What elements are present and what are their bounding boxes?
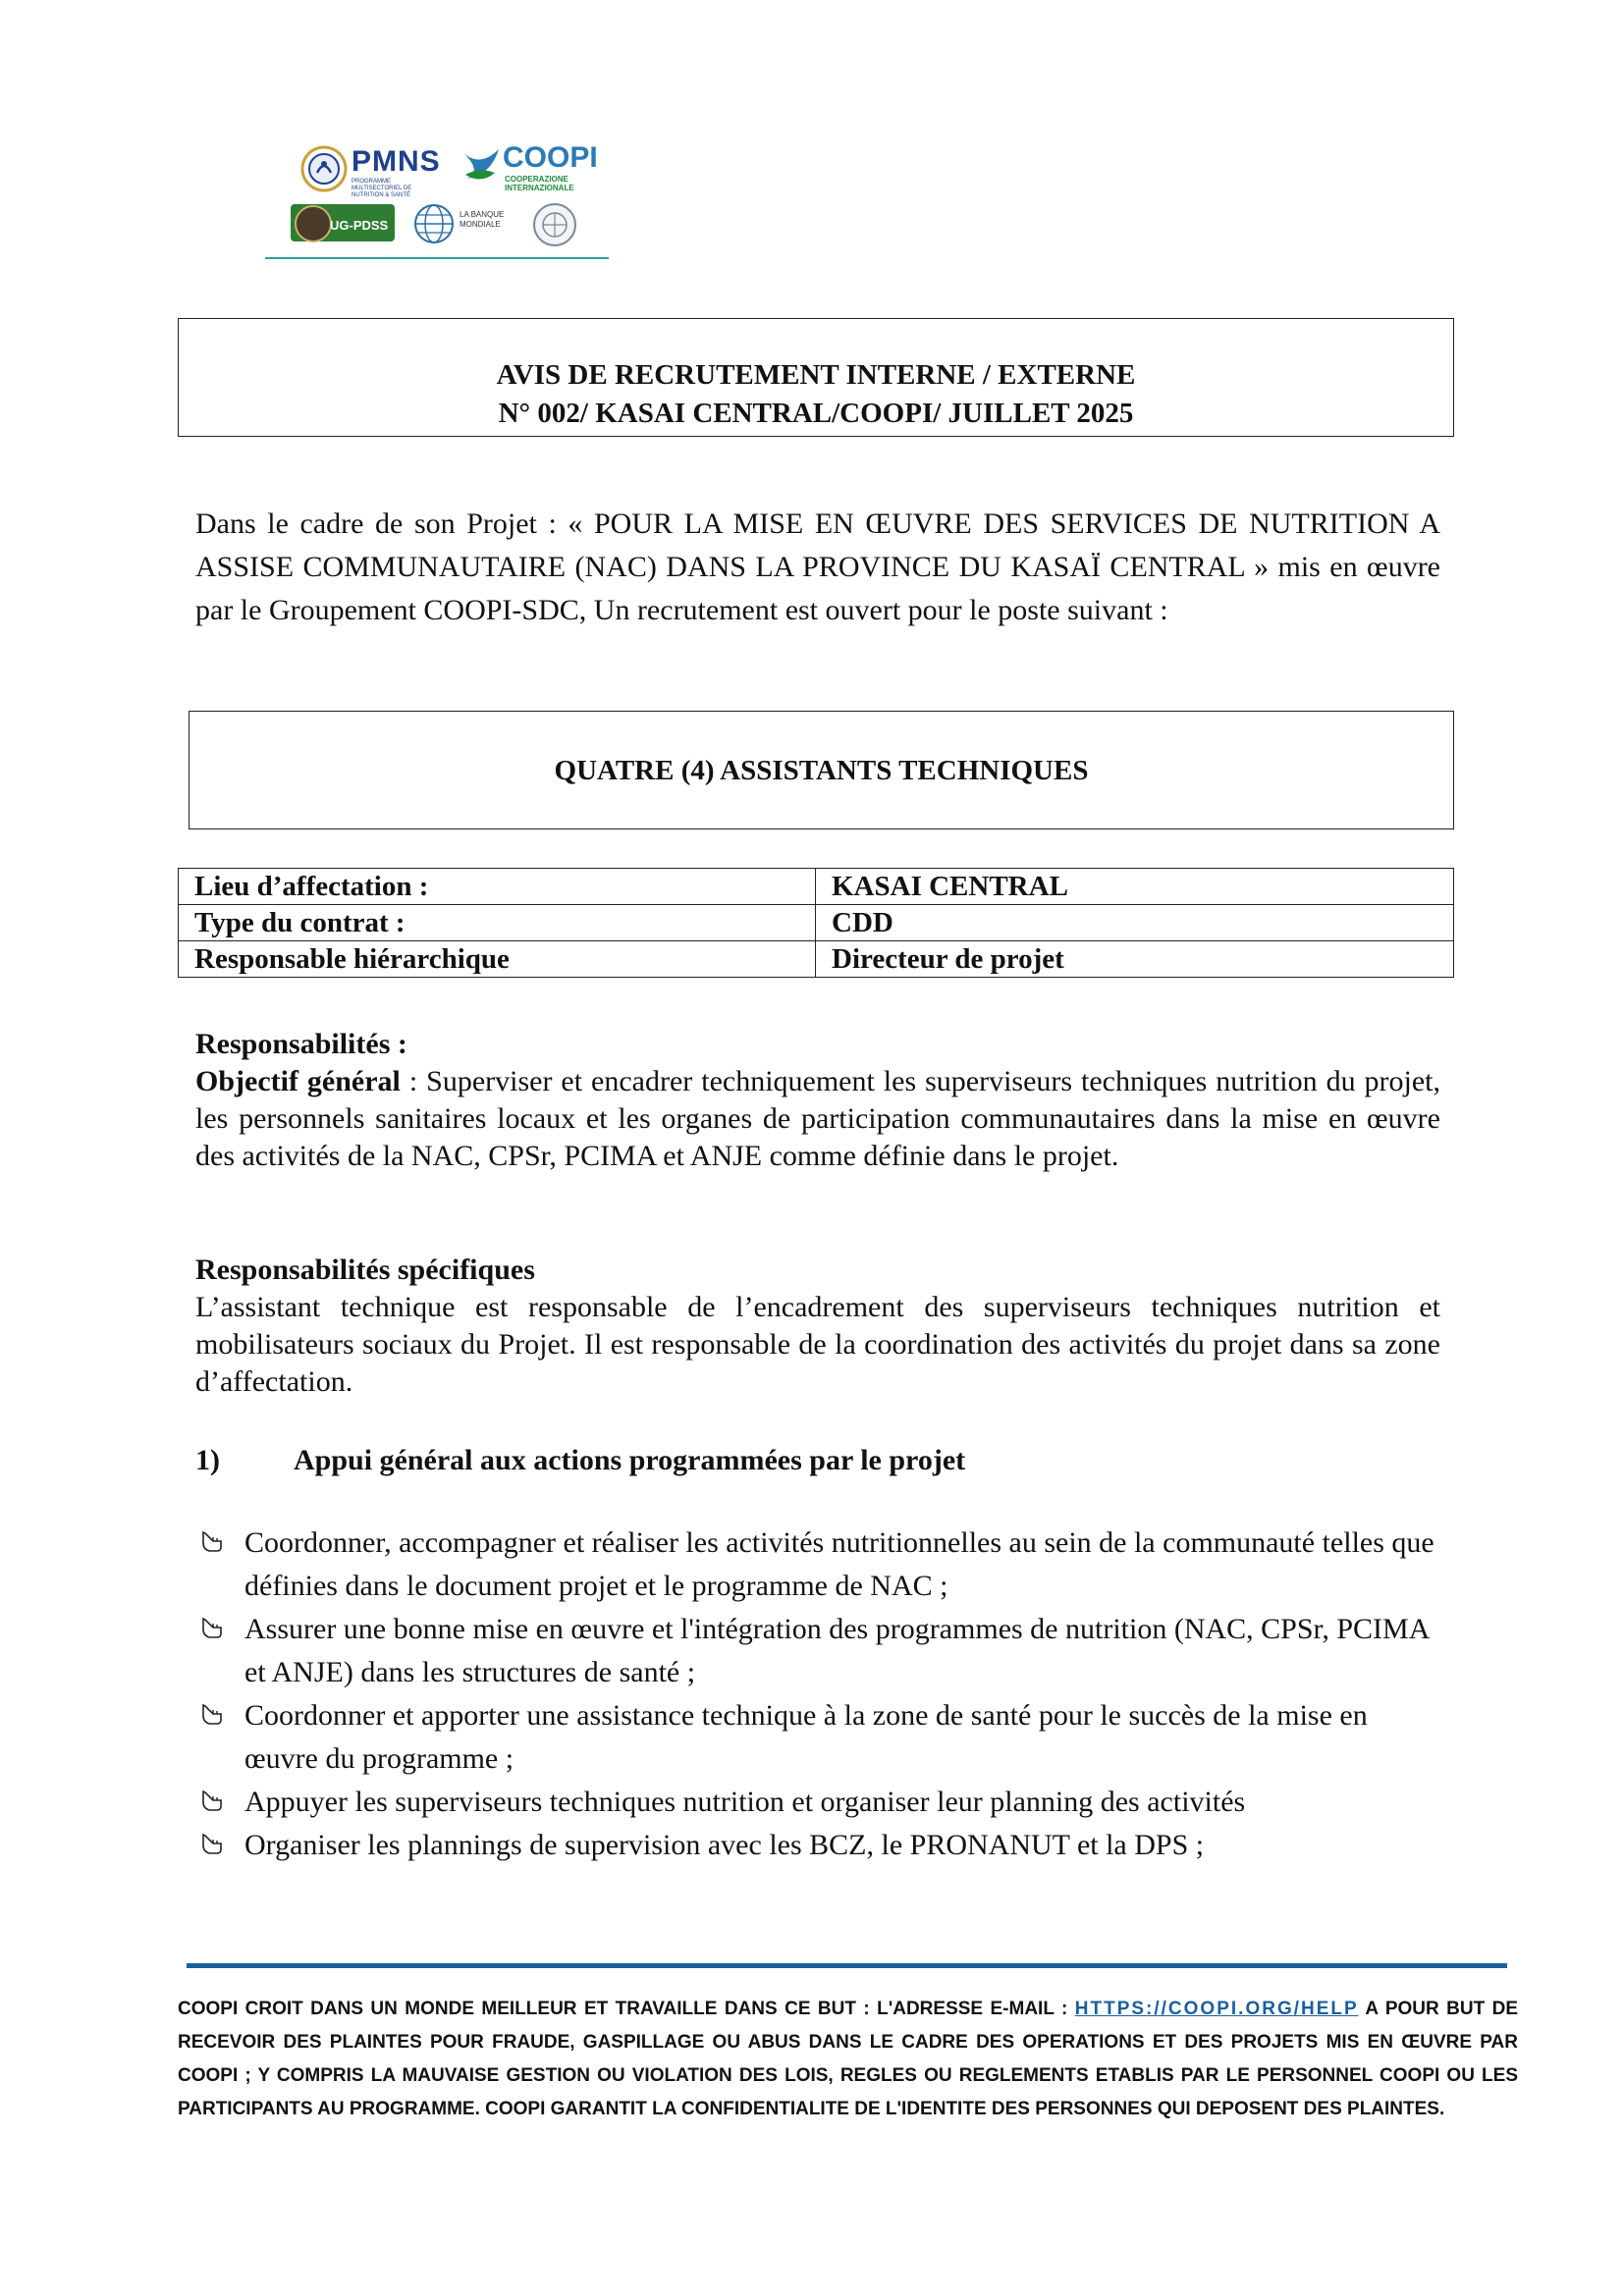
list-item-text: Assurer une bonne mise en œuvre et l'intégration des programmes de nutrition (NAC, CPSr, PCIMA et ANJE) dans les structures de santé ; bbox=[244, 1613, 1429, 1688]
table-row bbox=[179, 869, 1454, 905]
objective-label: Objectif général bbox=[195, 1065, 401, 1097]
responsibilities-heading: Responsabilités : bbox=[195, 1028, 407, 1060]
ugpdss-logo-text: UG-PDSS bbox=[330, 218, 389, 233]
notice-title: AVIS DE RECRUTEMENT INTERNE / EXTERNE bbox=[496, 359, 1136, 391]
notice-reference: N° 002/ KASAI CENTRAL/COOPI/ JUILLET 2025 bbox=[498, 398, 1134, 429]
coopi-logo-text: COOPI bbox=[503, 141, 598, 174]
table-value: CDD bbox=[816, 905, 1454, 941]
list-item bbox=[195, 1694, 1440, 1781]
post-title: QUATRE (4) ASSISTANTS TECHNIQUES bbox=[554, 755, 1089, 786]
table-label: Lieu d’affectation : bbox=[179, 869, 816, 905]
coopi-logo bbox=[458, 141, 605, 200]
globe-icon bbox=[412, 202, 456, 245]
world-bank-logo-text bbox=[460, 210, 518, 230]
table-value: KASAI CENTRAL bbox=[816, 869, 1454, 905]
section-number: 1) bbox=[195, 1444, 220, 1476]
world-bank-line1: LA BANQUE bbox=[460, 210, 505, 219]
footer-notice bbox=[178, 1993, 1518, 2126]
hand-pointing-icon bbox=[199, 1529, 225, 1555]
pmns-logo bbox=[298, 143, 446, 198]
hand-pointing-icon bbox=[199, 1702, 225, 1728]
logo-divider bbox=[265, 257, 609, 259]
section-title: Appui général aux actions programmées par le projet bbox=[294, 1444, 966, 1476]
un-emblem-icon bbox=[532, 202, 577, 247]
table-value: Directeur de projet bbox=[816, 941, 1454, 978]
complaints-link[interactable]: HTTPS://COOPI.ORG/HELP bbox=[1074, 1999, 1359, 2019]
partner-logos bbox=[291, 137, 615, 261]
footer-text-before: COOPI CROIT DANS UN MONDE MEILLEUR ET TRAVAILLE DANS CE BUT : L'ADRESSE E-MAIL : bbox=[178, 1999, 1075, 2019]
list-item-text: Coordonner, accompagner et réaliser les activités nutritionnelles au sein de la communauté telles que définies dans le document projet et le programme de NAC ; bbox=[244, 1526, 1434, 1602]
list-item-text: Organiser les plannings de supervision avec les BCZ, le PRONANUT et la DPS ; bbox=[244, 1829, 1205, 1861]
hand-pointing-icon bbox=[199, 1789, 225, 1814]
footer-text-after: A POUR BUT DE RECEVOIR DES PLAINTES POUR FRAUDE, GASPILLAGE OU ABUS DANS LE CADRE DES OPERATIONS ET DES PROJETS MIS EN ŒUVRE PAR COOPI ; Y COMPRIS LA MAUVAISE GESTION OU VIOLATION DES LOIS, REGLES OU REGLEMENTS ETABLIS PAR LE PERSONNEL COOPI OU LES PARTICIPANTS AU PROGRAMME. COOPI GARANTIT LA CONFIDENTIALITE DE L'IDENTITE DES PERSONNES QUI DEPOSENT DES PLAINTES. bbox=[178, 1999, 1518, 2119]
specific-heading: Responsabilités spécifiques bbox=[195, 1254, 535, 1286]
pmns-emblem-icon bbox=[298, 143, 350, 194]
world-bank-logo bbox=[412, 202, 520, 245]
specific-paragraph: L’assistant technique est responsable de l’encadrement des superviseurs techniques nutrition et mobilisateurs sociaux du Projet. Il est responsable de la coordination des activités du projet dans sa zone d’affectation. bbox=[195, 1291, 1440, 1398]
job-info-table bbox=[178, 868, 1454, 978]
list-item bbox=[195, 1824, 1440, 1867]
coopi-logo-subtitle bbox=[505, 175, 574, 192]
table-label: Type du contrat : bbox=[179, 905, 816, 941]
list-item bbox=[195, 1608, 1440, 1694]
hand-pointing-icon bbox=[199, 1832, 225, 1857]
list-item-text: Appuyer les superviseurs techniques nutrition et organiser leur planning des activités bbox=[244, 1786, 1246, 1818]
post-title-box bbox=[189, 711, 1454, 829]
coopi-subtitle-line2: INTERNAZIONALE bbox=[505, 184, 574, 192]
pmns-logo-subtitle: PROGRAMME MULTISECTORIEL DE NUTRITION & SANTÉ bbox=[352, 179, 412, 198]
pmns-logo-text: PMNS bbox=[352, 145, 441, 178]
hand-pointing-icon bbox=[199, 1616, 225, 1641]
ugpdss-seal-icon bbox=[295, 205, 332, 242]
list-item bbox=[195, 1781, 1440, 1824]
notice-title-box bbox=[178, 318, 1454, 437]
footer-divider bbox=[187, 1963, 1507, 1968]
objective-text: : Superviser et encadrer techniquement les superviseurs techniques nutrition du projet, les personnels sanitaires locaux et les organes de participation communautaires dans la mise en œuvre des activités de la NAC, CPSr, PCIMA et ANJE comme définie dans le projet. bbox=[195, 1065, 1441, 1172]
bullet-list bbox=[195, 1522, 1440, 1867]
coopi-wave-icon bbox=[458, 145, 503, 185]
table-row bbox=[179, 941, 1454, 978]
world-bank-line2: MONDIALE bbox=[460, 220, 501, 229]
list-item bbox=[195, 1522, 1440, 1608]
list-item-text: Coordonner et apporter une assistance technique à la zone de santé pour le succès de la mise en œuvre du programme ; bbox=[244, 1699, 1368, 1775]
coopi-subtitle-line1: COOPERAZIONE bbox=[505, 175, 568, 184]
intro-paragraph: Dans le cadre de son Projet : « POUR LA MISE EN ŒUVRE DES SERVICES DE NUTRITION A ASSISE COMMUNAUTAIRE (NAC) DANS LA PROVINCE DU KASAÏ CENTRAL » mis en œuvre par le Groupement COOPI-SDC, Un recrutement est ouvert pour le poste suivant : bbox=[195, 507, 1440, 626]
table-label: Responsable hiérarchique bbox=[179, 941, 816, 978]
objective-paragraph bbox=[195, 1063, 1440, 1175]
ugpdss-logo bbox=[291, 202, 399, 245]
table-row bbox=[179, 905, 1454, 941]
